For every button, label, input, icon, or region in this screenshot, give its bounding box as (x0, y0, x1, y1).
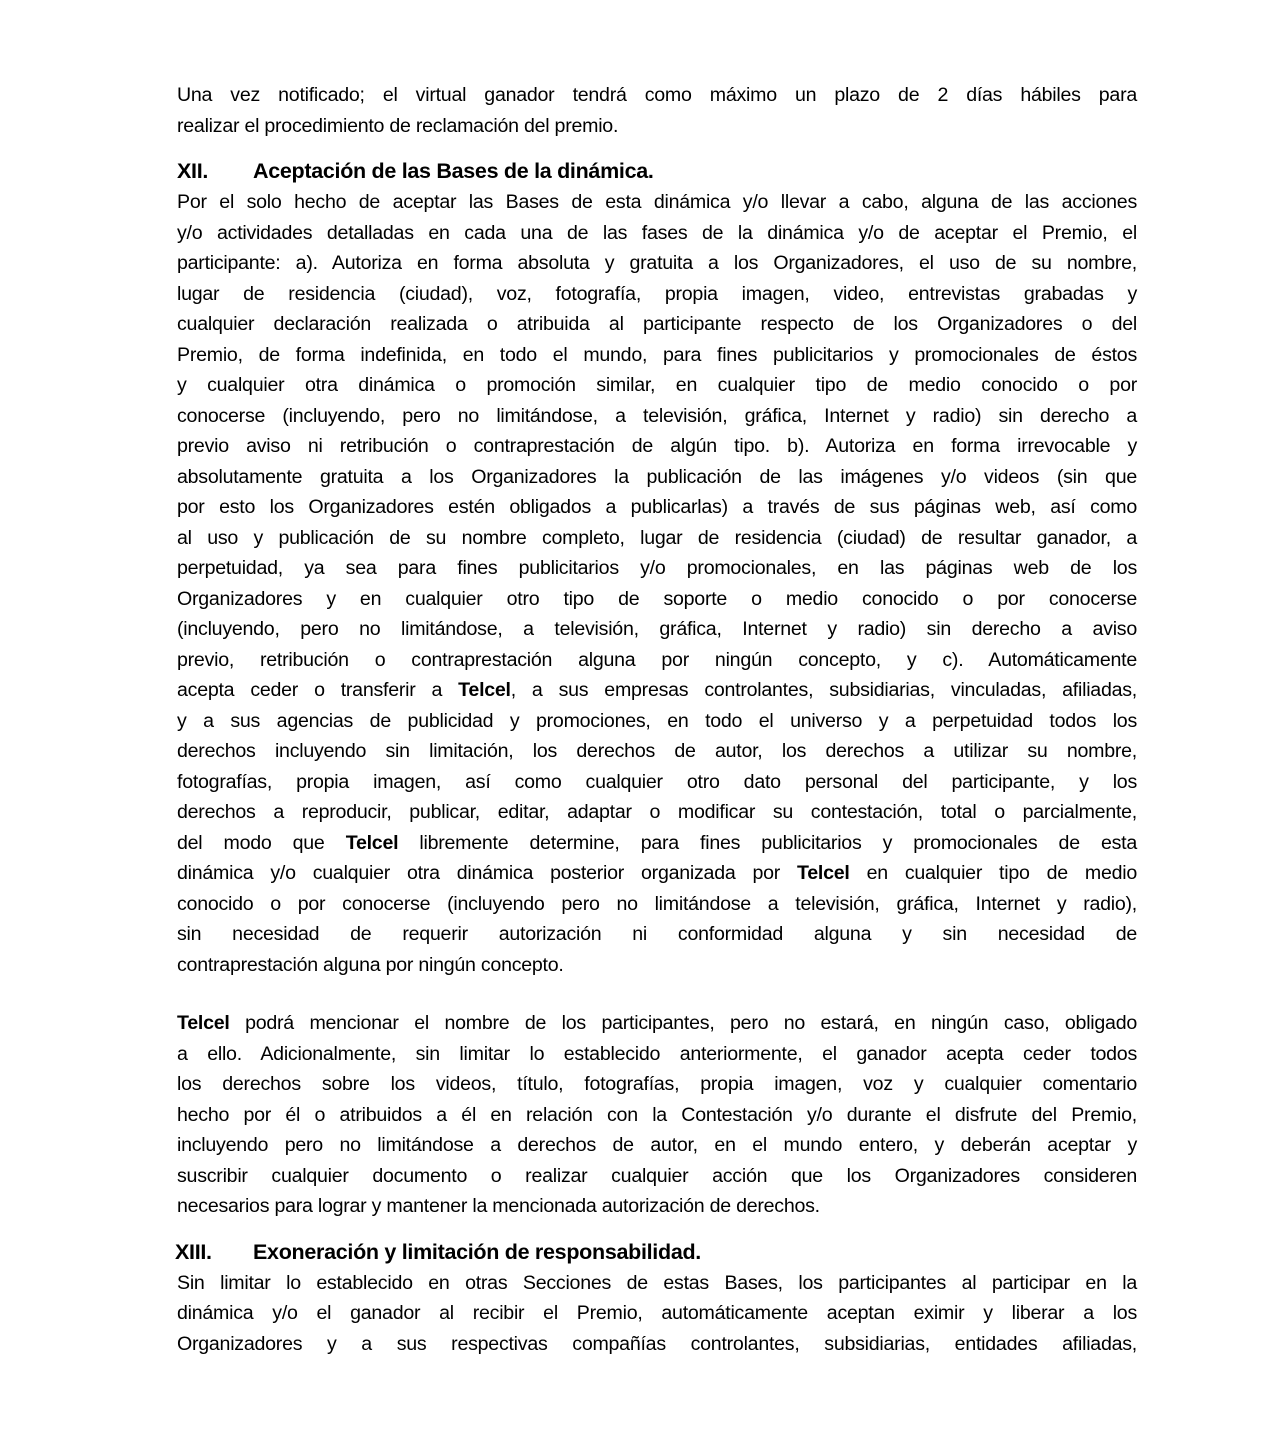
text-line (177, 1100, 1137, 1131)
text-segment: conocerse (incluyendo, pero no limitándose, a televisión, gráfica, Internet y radio) sin derecho a (177, 404, 1137, 427)
text-line (177, 523, 1137, 554)
text-segment: dinámica y/o cualquier otra dinámica posterior organizada por (177, 862, 797, 884)
text-line (177, 767, 1137, 798)
section-xiii-paragraph-1 (177, 1268, 1137, 1360)
text-segment: derechos incluyendo sin limitación, los derechos de autor, los derechos a utilizar su nombre, (177, 740, 1137, 762)
section-xii-paragraph-2 (177, 1008, 1137, 1222)
text-line (177, 248, 1137, 279)
text-line (177, 279, 1137, 310)
text-line (177, 950, 1137, 981)
text-segment: Organizadores y en cualquier otro tipo de soporte o medio conocido o por conocerse (177, 587, 1137, 610)
text-segment: absolutamente gratuita a los Organizadores la publicación de las imágenes y/o videos (sin que (177, 465, 1137, 488)
text-line (177, 858, 1137, 889)
text-line: Una vez notificado; el virtual ganador tendrá como máximo un plazo de 2 días hábiles para (177, 84, 1137, 106)
brand-name-bold: Telcel (797, 862, 850, 884)
section-number: XIII. (175, 1239, 212, 1264)
text-segment: los derechos sobre los videos, título, fotografías, propia imagen, voz y cualquier comentario (177, 1073, 1137, 1095)
brand-name-bold: Telcel (458, 679, 511, 701)
text-segment: y/o actividades detalladas en cada una de las fases de la dinámica y/o de aceptar el Premio, el (177, 221, 1137, 244)
text-line (177, 1130, 1137, 1161)
text-line (177, 1008, 1137, 1039)
text-segment: sin necesidad de requerir autorización ni conformidad alguna y sin necesidad de (177, 923, 1137, 945)
text-line (177, 340, 1137, 371)
text-line (177, 1161, 1137, 1192)
text-line (177, 797, 1137, 828)
text-line (177, 553, 1137, 584)
text-segment: a ello. Adicionalmente, sin limitar lo establecido anteriormente, el ganador acepta ceder todos (177, 1042, 1137, 1065)
text-segment: y cualquier otra dinámica o promoción similar, en cualquier tipo de medio conocido o por (177, 374, 1137, 396)
text-segment: en cualquier tipo de medio (849, 862, 1137, 884)
text-segment: Organizadores y a sus respectivas compañías controlantes, subsidiarias, entidades afiliadas, (177, 1332, 1137, 1355)
text-line (177, 675, 1137, 706)
paragraph-spacer (177, 980, 1137, 1008)
section-xii-paragraph-1 (177, 187, 1137, 980)
text-line (177, 828, 1137, 859)
text-segment: por esto los Organizadores estén obligados a publicarlas) a través de sus páginas web, así como (177, 496, 1137, 518)
text-line (177, 889, 1137, 920)
text-segment: suscribir cualquier documento o realizar cualquier acción que los Organizadores consideren (177, 1164, 1137, 1187)
text-line (177, 1069, 1137, 1100)
text-line (177, 218, 1137, 249)
text-segment: Por el solo hecho de aceptar las Bases de esta dinámica y/o llevar a cabo, alguna de las acciones (177, 191, 1137, 213)
text-line (177, 1329, 1137, 1360)
section-heading-xii (177, 155, 1137, 187)
text-line (177, 584, 1137, 615)
intro-paragraph (177, 80, 1137, 141)
text-segment: acepta ceder o transferir a (177, 679, 459, 701)
text-segment: participante: a). Autoriza en forma absoluta y gratuita a los Organizadores, el uso de su nombre, (177, 252, 1137, 274)
text-segment: y a sus agencias de publicidad y promociones, en todo el universo y a perpetuidad todos los (177, 709, 1137, 732)
text-segment: dinámica y/o el ganador al recibir el Premio, automáticamente aceptan eximir y liberar a los (177, 1302, 1137, 1324)
text-segment: previo, retribución o contraprestación alguna por ningún concepto, y c). Automáticamente (177, 648, 1137, 671)
text-line (177, 401, 1137, 432)
text-line: realizar el procedimiento de reclamación del premio. (177, 114, 619, 137)
text-segment: Premio, de forma indefinida, en todo el mundo, para fines publicitarios y promocionales de éstos (177, 343, 1137, 366)
text-segment: del modo que (177, 831, 346, 854)
text-segment: necesarios para lograr y mantener la mencionada autorización de derechos. (177, 1195, 820, 1217)
text-segment: Sin limitar lo establecido en otras Secciones de estas Bases, los participantes al participar en la (177, 1271, 1137, 1294)
text-segment: (incluyendo, pero no limitándose, a televisión, gráfica, Internet y radio) sin derecho a aviso (177, 618, 1137, 640)
brand-name-bold: Telcel (345, 831, 399, 854)
text-segment: derechos a reproducir, publicar, editar, adaptar o modificar su contestación, total o parcialmente, (177, 801, 1137, 823)
text-line (177, 645, 1137, 676)
text-line (177, 1268, 1137, 1299)
text-line (177, 187, 1137, 218)
brand-name-bold: Telcel (177, 1012, 230, 1034)
text-segment: lugar de residencia (ciudad), voz, fotografía, propia imagen, video, entrevistas grabadas y (177, 282, 1137, 305)
text-segment: libremente determine, para fines publicitarios y promocionales de esta (398, 831, 1137, 854)
text-line (177, 1039, 1137, 1070)
text-line (177, 706, 1137, 737)
section-title: Aceptación de las Bases de la dinámica. (253, 159, 654, 183)
document-page (177, 80, 1137, 1359)
text-line (177, 736, 1137, 767)
text-segment: podrá mencionar el nombre de los participantes, pero no estará, en ningún caso, obligado (229, 1012, 1137, 1034)
text-line (177, 1298, 1137, 1329)
text-line (177, 431, 1137, 462)
text-line (177, 309, 1137, 340)
text-line (177, 919, 1137, 950)
section-number: XII. (177, 159, 209, 183)
text-segment: , a sus empresas controlantes, subsidiarias, vinculadas, afiliadas, (510, 679, 1137, 701)
text-segment: contraprestación alguna por ningún concepto. (177, 953, 564, 976)
text-line (177, 614, 1137, 645)
text-segment: al uso y publicación de su nombre completo, lugar de residencia (ciudad) de resultar ganador, a (177, 526, 1137, 549)
text-segment: incluyendo pero no limitándose a derechos de autor, en el mundo entero, y deberán aceptar y (177, 1134, 1137, 1156)
text-segment: fotografías, propia imagen, así como cualquier otro dato personal del participante, y los (177, 770, 1137, 793)
text-segment: perpetuidad, ya sea para fines publicitarios y/o promocionales, en las páginas web de los (177, 557, 1137, 579)
text-line (177, 462, 1137, 493)
text-segment: cualquier declaración realizada o atribuida al participante respecto de los Organizadores o del (177, 313, 1137, 335)
text-segment: previo aviso ni retribución o contraprestación de algún tipo. b). Autoriza en forma irrevocable y (177, 435, 1137, 457)
text-segment: hecho por él o atribuidos a él en relación con la Contestación y/o durante el disfrute del Premio, (177, 1103, 1137, 1126)
text-segment: conocido o por conocerse (incluyendo pero no limitándose a televisión, gráfica, Internet y radio), (177, 892, 1137, 915)
text-line (177, 1191, 1137, 1222)
section-title: Exoneración y limitación de responsabilidad. (253, 1239, 701, 1264)
text-line (177, 492, 1137, 523)
text-line (177, 370, 1137, 401)
section-heading-xiii (177, 1236, 1137, 1268)
